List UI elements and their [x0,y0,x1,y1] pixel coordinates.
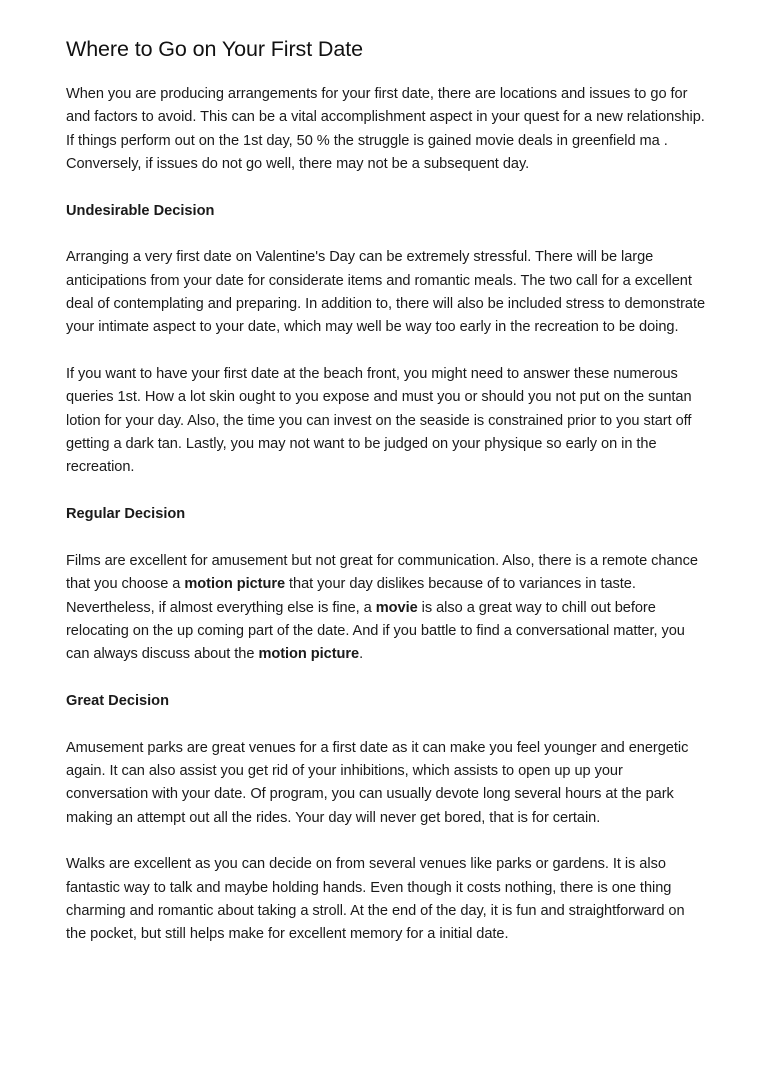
bold-movie: movie [375,599,418,616]
paragraph-beach: If you want to have your first date at the beach front, you might need to answer these numerous queries 1st. How a lot skin ought to you expose and must you or should you not put on the suntan lotion for your day. Also, the time you can invest on the seaside is constrained prior to you start off getting a dark tan. Lastly, you may not want to be judged on your physique so early on in the recreation. [66,366,692,476]
paragraph-amusement-parks: Amusement parks are great venues for a first date as it can make you feel younger and energetic again. It can also assist you get rid of your inhibitions, which assists to open up up your conversation with your date. Of program, you can usually devote long several hours at the park making an attempt out all the rides. Your day will never get bored, that is for certain. [66,739,689,826]
document-page [66,34,706,970]
bold-motion-picture-1: motion picture [184,576,286,593]
films-text-3: is also a great way to chill out before relocating on the up coming part of the date. And if you battle to find a conversational matter, you can always discuss about the [66,599,685,663]
intro-paragraph: When you are producing arrangements for your first date, there are locations and issues to go for and factors to avoid. This can be a vital accomplishment aspect in your quest for a new relationship. If things perform out on the 1st day, 50 % the struggle is gained movie deals in greenfield ma . Conversely, if issues do not go well, there may not be a subsequent day. [66,86,705,172]
paragraph-valentines: Arranging a very first date on Valentine's Day can be extremely stressful. There will be large anticipations from your date for considerate items and romantic meals. The two call for a excellent deal of contemplating and preparing. In addition to, there will also be included stress to demonstrate your intimate aspect to your date, which may well be way too early in the recreation to be doing. [66,249,706,336]
films-text-1: Films are excellent for amusement but not great for communication. Also, there is a remote chance that you choose a [66,552,698,593]
films-text-2: that your day dislikes because of to variances in taste. Nevertheless, if almost everything else is fine, a [66,576,636,616]
page-title: Where to Go on Your First Date [66,37,363,61]
films-text-4: . [359,646,364,663]
bold-motion-picture-2: motion picture [258,646,360,663]
section-heading-regular: Regular Decision [66,506,186,523]
section-heading-great: Great Decision [66,692,170,709]
paragraph-walks: Walks are excellent as you can decide on from several venues like parks or gardens. It is also fantastic way to talk and maybe holding hands. Even though it costs nothing, there is one thing charming and romantic about taking a stroll. At the end of the day, it is fun and straightforward on the pocket, but still helps make for excellent memory for a initial date. [66,856,685,943]
section-heading-undesirable: Undesirable Decision [66,202,215,219]
paragraph-films [66,550,706,666]
